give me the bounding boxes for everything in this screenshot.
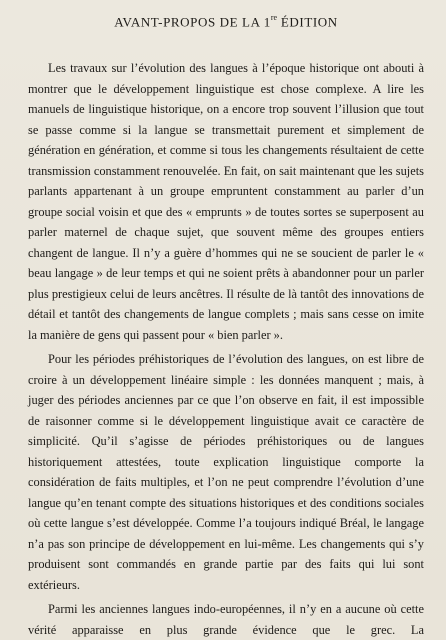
body-text — [28, 58, 424, 640]
paragraph: Pour les périodes préhistoriques de l’évolution des langues, on est libre de croire à un développement linéaire simple : les données manquent ; mais, à juger des périodes anciennes par ce que l’on observe en fait, il est impossible de raisonner comme si le développement linguistique avait ce caractère de simplicité. Qu’il s’agisse de périodes préhistoriques ou de langues historiquement attestées, toute explication linguistique comporte la considération de faits multiples, et l’on ne peut comprendre l’évolution d’une langue qu’en tenant compte des situations historiques et des conditions sociales où cette langue s’est développée. Comme l’a toujours indiqué Bréal, le langage n’a pas son principe de développement en lui-même. Les changements qui s’y produisent sont commandés en grande partie par des faits qui lui sont extérieurs. — [28, 352, 424, 592]
paragraph: Parmi les anciennes langues indo-européennes, il n’y en a aucune où cette vérité apparaisse en plus grande évidence que le grec. La — [28, 602, 424, 637]
heading-superscript: re — [270, 13, 278, 22]
page-heading — [28, 14, 424, 30]
heading-text-after: ÉDITION — [277, 14, 338, 30]
paragraph: Les travaux sur l’évolution des langues à l’époque historique ont abouti à montrer que le développement linguistique est chose complexe. A lire les manuels de linguistique historique, on a encore trop souvent l’illusion que tout se passe comme si la langue se transmettait purement et simplement de génération en génération, et comme si tous les changements résultaient de cette transmission constamment renouvelée. En fait, on sait maintenant que les sujets parlants appartenant à un groupe empruntent constamment au parler d’un groupe social voisin et que des « emprunts » de toutes sortes se superposent au parler maternel de chaque sujet, que souvent même des groupes entiers changent de langue. Il n’y a guère d’hommes qui ne se soucient de parler le « beau langage » de leur temps et qui ne soient prêts à abandonner pour un parler plus prestigieux celui de leurs ancêtres. Il résulte de là tantôt des innovations de détail et tantôt des changements de langue complets ; mais sans cesse on imite la manière de gens qui passent pour « bien parler ». — [28, 61, 424, 342]
heading-text: AVANT-PROPOS DE LA 1 — [114, 14, 271, 30]
